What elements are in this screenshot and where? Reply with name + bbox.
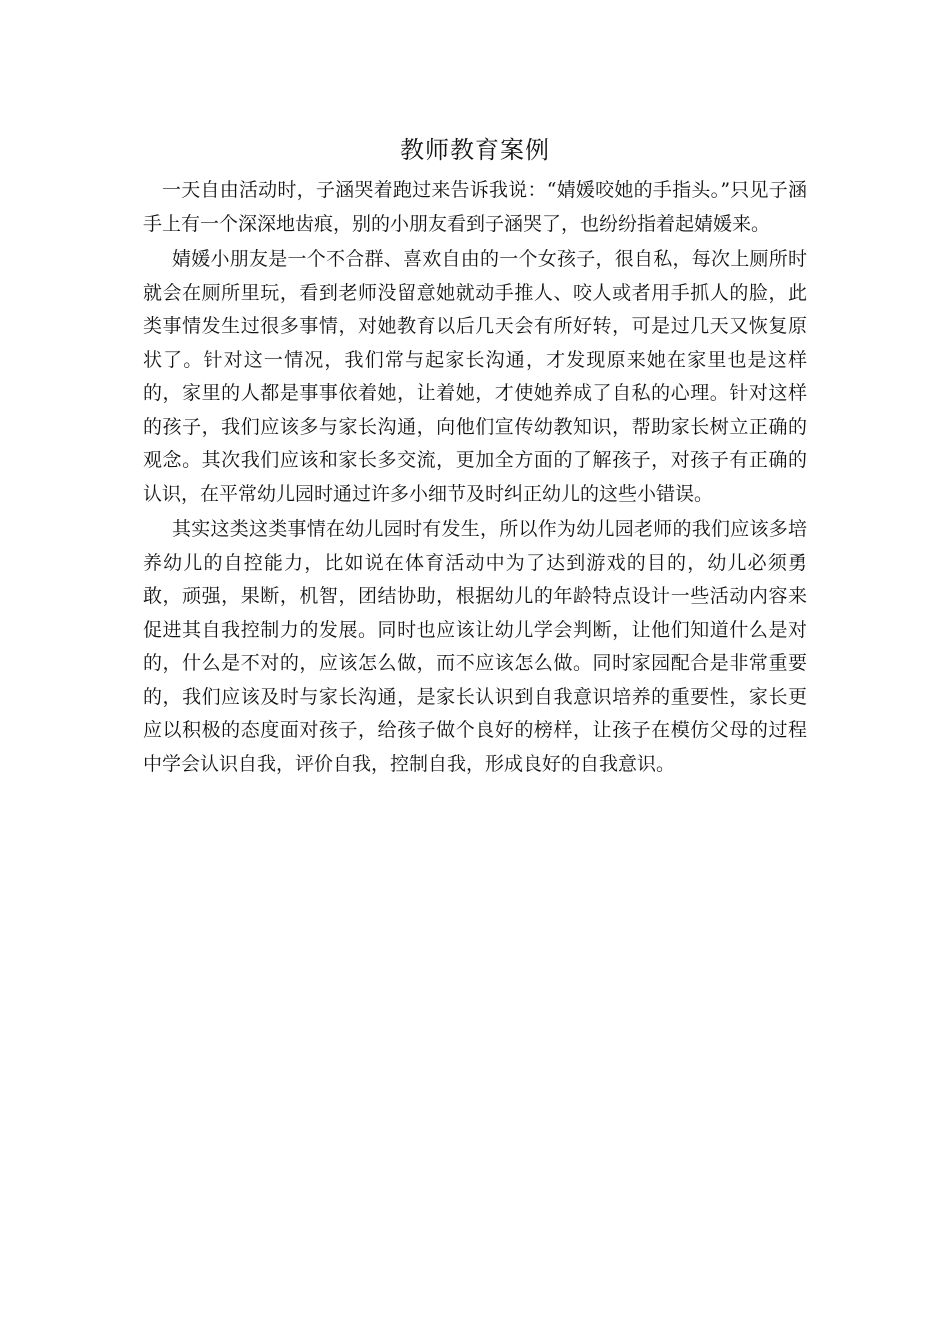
document-title: 教师教育案例 [400, 136, 550, 164]
paragraph-3: 其实这类这类事情在幼儿园时有发生，所以作为幼儿园老师的我们应该多培养幼儿的自控能力，比如说在体育活动中为了达到游戏的目的，幼儿必须勇敢，顽强，果断，机智，团结协助，根据幼儿的年龄特点设计一些活动内容来促进其自我控制力的发展。同时也应该让幼儿学会判断，让他们知道什么是对的，什么是不对的，应该怎么做，而不应该怎么做。同时家园配合是非常重要的，我们应该及时与家长沟通，是家长认识到自我意识培养的重要性，家长更应以积极的态度面对孩子，给孩子做个良好的榜样，让孩子在模仿父母的过程中学会认识自我，评价自我，控制自我，形成良好的自我意识。 [143, 518, 807, 775]
paragraph-1: 一天自由活动时，子涵哭着跑过来告诉我说：“婧媛咬她的手指头。”只见子涵手上有一个深深地齿痕，别的小朋友看到子涵哭了，也纷纷指着起婧媛来。 [143, 179, 807, 235]
paragraph-2: 婧媛小朋友是一个不合群、喜欢自由的一个女孩子，很自私，每次上厕所时就会在厕所里玩，看到老师没留意她就动手推人、咬人或者用手抓人的脸，此类事情发生过很多事情，对她教育以后几天会有所好转，可是过几天又恢复原状了。针对这一情况，我们常与起家长沟通，才发现原来她在家里也是这样的，家里的人都是事事依着她，让着她，才使她养成了自私的心理。针对这样的孩子，我们应该多与家长沟通，向他们宣传幼教知识，帮助家长树立正确的观念。其次我们应该和家长多交流，更加全方面的了解孩子，对孩子有正确的认识，在平常幼儿园时通过许多小细节及时纠正幼儿的这些小错误。 [143, 248, 807, 505]
document-body [143, 134, 807, 781]
